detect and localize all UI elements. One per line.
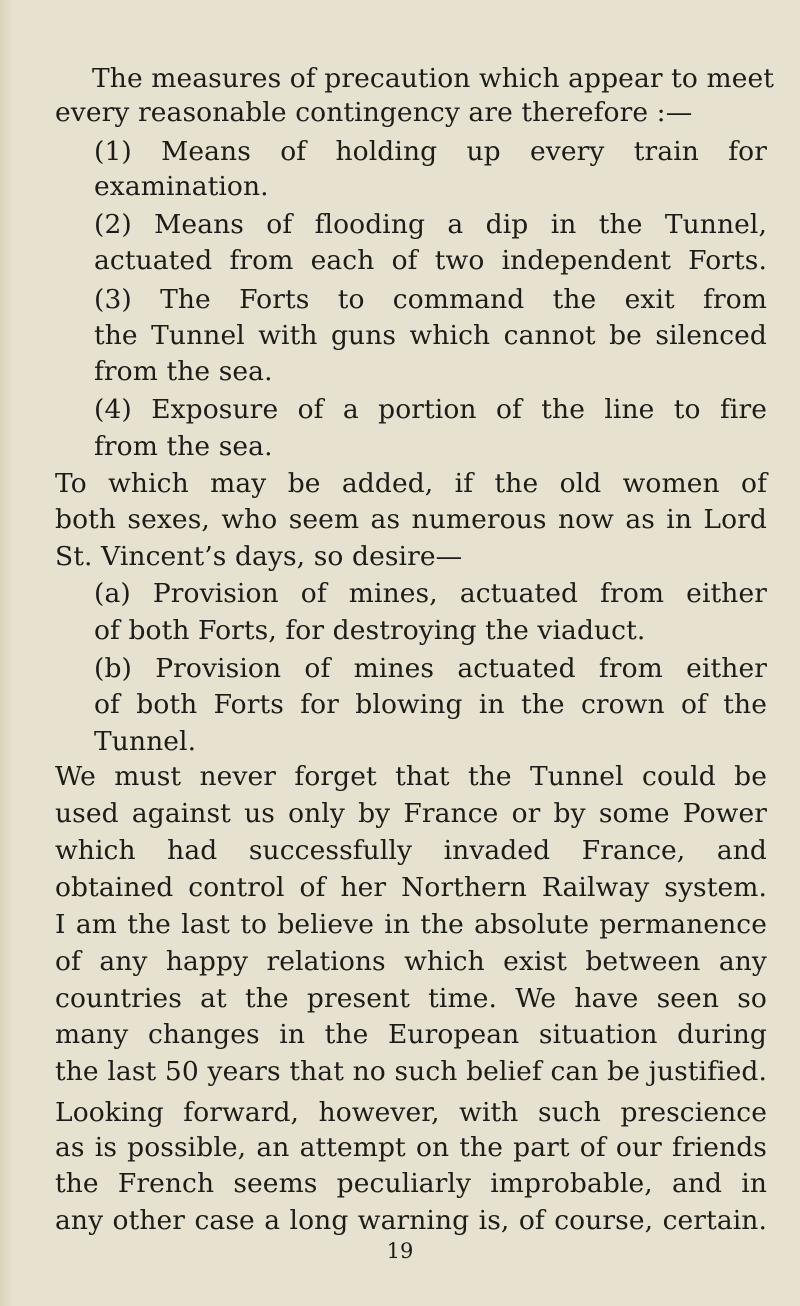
page-number: 19: [386, 1239, 414, 1263]
text-line: countries at the present time. We have seen so: [55, 983, 767, 1014]
text-line: every reasonable contingency are therefore :—: [55, 97, 693, 128]
text-line: the French seems peculiarly improbable, and in: [55, 1168, 767, 1199]
text-line: of both Forts, for destroying the viaduct.: [94, 615, 646, 646]
text-line: Tunnel.: [94, 726, 197, 757]
text-line: Looking forward, however, with such prescience: [55, 1097, 767, 1128]
text-line: from the sea.: [94, 356, 273, 387]
text-line: the last 50 years that no such belief can be justified.: [55, 1056, 767, 1087]
text-line: St. Vincent’s days, so desire—: [55, 541, 463, 572]
text-line: which had successfully invaded France, and: [55, 835, 767, 866]
text-line: (b) Provision of mines actuated from either: [94, 653, 767, 684]
text-line: as is possible, an attempt on the part of our friends: [55, 1132, 767, 1163]
text-line: (a) Provision of mines, actuated from either: [94, 578, 767, 609]
text-line: any other case a long warning is, of course, certain.: [55, 1205, 767, 1236]
text-line: of both Forts for blowing in the crown of the: [94, 689, 767, 720]
text-line: I am the last to believe in the absolute permanence: [55, 909, 767, 940]
text-line: both sexes, who seem as numerous now as in Lord: [55, 504, 767, 535]
text-line: (1) Means of holding up every train for: [94, 136, 767, 167]
text-line: from the sea.: [94, 431, 273, 462]
text-line: of any happy relations which exist between any: [55, 946, 767, 977]
text-line: actuated from each of two independent Forts.: [94, 245, 767, 276]
text-line: many changes in the European situation during: [55, 1019, 767, 1050]
text-line: examination.: [94, 171, 269, 202]
text-line: The measures of precaution which appear to meet: [92, 63, 775, 94]
text-line: (4) Exposure of a portion of the line to fire: [94, 394, 767, 425]
text-line: (2) Means of flooding a dip in the Tunnel,: [94, 209, 767, 240]
text-line: the Tunnel with guns which cannot be silenced: [94, 320, 767, 351]
text-line: obtained control of her Northern Railway system.: [55, 872, 767, 903]
text-line: To which may be added, if the old women of: [55, 468, 767, 499]
text-line: We must never forget that the Tunnel could be: [55, 761, 767, 792]
text-line: (3) The Forts to command the exit from: [94, 284, 767, 315]
text-line: used against us only by France or by some Power: [55, 798, 767, 829]
